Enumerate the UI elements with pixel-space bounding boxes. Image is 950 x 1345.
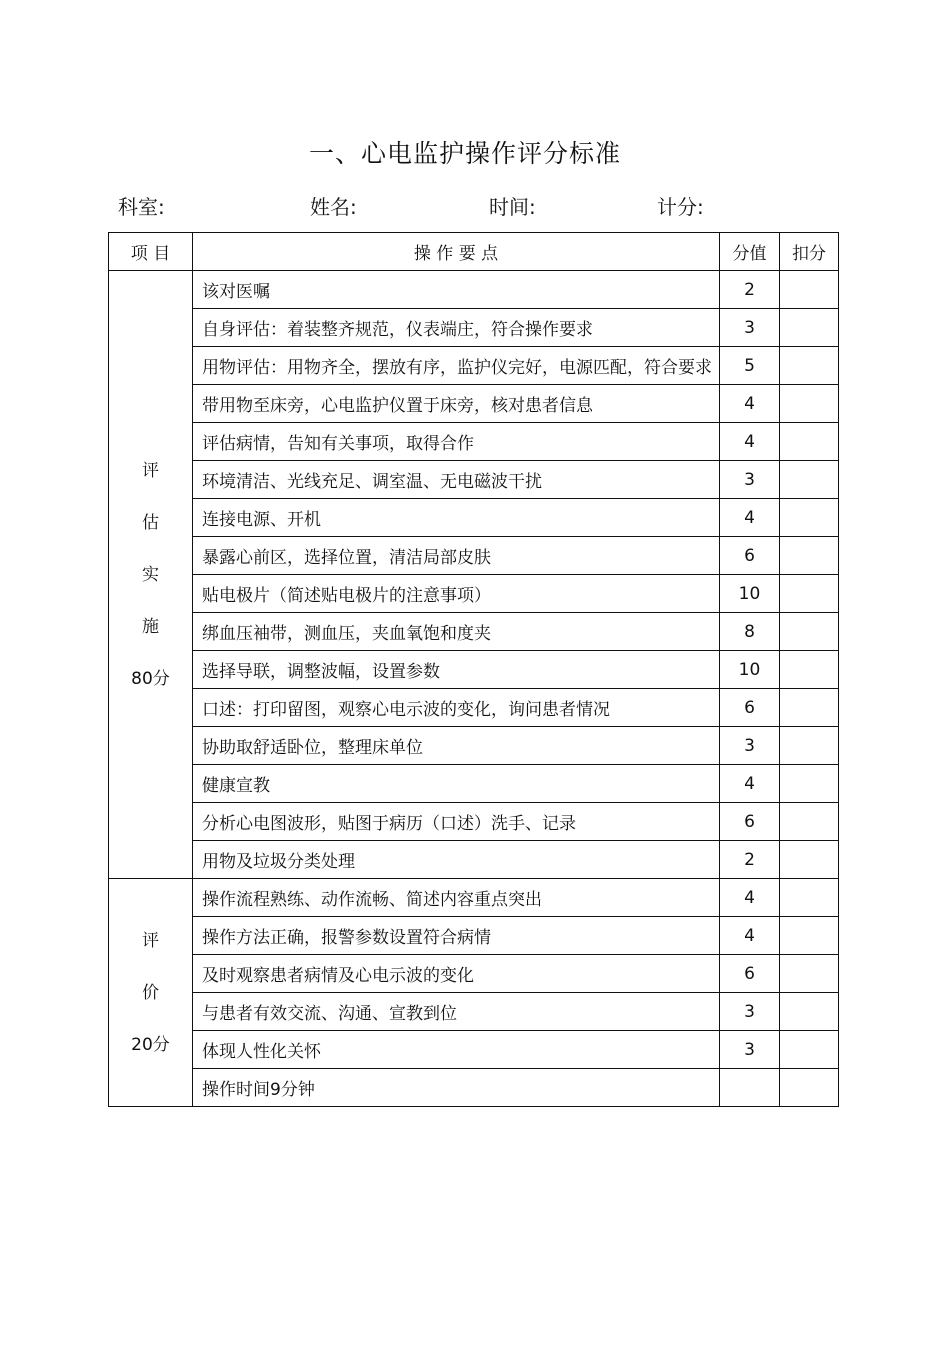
score-value-cell: 2 [720, 841, 780, 879]
operation-point-cell: 自身评估：着装整齐规范，仪表端庄，符合操作要求 [193, 309, 720, 347]
score-value-cell: 2 [720, 271, 780, 309]
header-points: 操 作 要 点 [193, 233, 720, 271]
section-label-char: 评 [142, 460, 159, 481]
time-label: 时间: [489, 195, 536, 219]
deduction-input-cell[interactable] [780, 271, 839, 309]
score-value-cell: 4 [720, 917, 780, 955]
operation-point-cell: 用物及垃圾分类处理 [193, 841, 720, 879]
score-value-cell: 3 [720, 461, 780, 499]
score-value-cell: 5 [720, 347, 780, 385]
operation-point-cell: 贴电极片（简述贴电极片的注意事项） [193, 575, 720, 613]
score-value-cell [720, 1069, 780, 1107]
deduction-input-cell[interactable] [780, 689, 839, 727]
operation-point-cell: 体现人性化关怀 [193, 1031, 720, 1069]
score-value-cell: 3 [720, 993, 780, 1031]
deduction-input-cell[interactable] [780, 423, 839, 461]
deduction-input-cell[interactable] [780, 499, 839, 537]
scoring-table [108, 232, 839, 1107]
deduction-input-cell[interactable] [780, 461, 839, 499]
operation-point-cell: 操作时间9分钟 [193, 1069, 720, 1107]
operation-point-cell: 协助取舒适卧位，整理床单位 [193, 727, 720, 765]
operation-point-cell: 操作流程熟练、动作流畅、简述内容重点突出 [193, 879, 720, 917]
header-value: 分值 [720, 233, 780, 271]
section-label-char: 20分 [131, 1034, 170, 1055]
operation-point-cell: 健康宣教 [193, 765, 720, 803]
table-row [109, 537, 839, 575]
operation-point-cell: 选择导联，调整波幅，设置参数 [193, 651, 720, 689]
page-title: 一、心电监护操作评分标准 [308, 139, 621, 168]
table-row [109, 461, 839, 499]
deduction-input-cell[interactable] [780, 651, 839, 689]
table-header-row [109, 233, 839, 271]
table-body [109, 271, 839, 1107]
section-label-char: 估 [142, 512, 159, 533]
section-label-char: 实 [142, 564, 159, 585]
score-value-cell: 6 [720, 803, 780, 841]
section-label-char: 80分 [131, 668, 170, 689]
deduction-input-cell[interactable] [780, 1069, 839, 1107]
operation-point-cell: 及时观察患者病情及心电示波的变化 [193, 955, 720, 993]
table-row [109, 613, 839, 651]
deduction-input-cell[interactable] [780, 765, 839, 803]
score-value-cell: 4 [720, 499, 780, 537]
section-label-char: 施 [142, 616, 159, 637]
operation-point-cell: 与患者有效交流、沟通、宣教到位 [193, 993, 720, 1031]
section-label-cell [109, 271, 193, 879]
table-row [109, 689, 839, 727]
table-row [109, 955, 839, 993]
table-row [109, 309, 839, 347]
deduction-input-cell[interactable] [780, 993, 839, 1031]
deduction-input-cell[interactable] [780, 575, 839, 613]
score-value-cell: 4 [720, 765, 780, 803]
deduction-input-cell[interactable] [780, 803, 839, 841]
table-row [109, 423, 839, 461]
score-value-cell: 4 [720, 879, 780, 917]
deduction-input-cell[interactable] [780, 613, 839, 651]
header-item: 项 目 [109, 233, 193, 271]
operation-point-cell: 口述：打印留图，观察心电示波的变化，询问患者情况 [193, 689, 720, 727]
deduction-input-cell[interactable] [780, 917, 839, 955]
table-row [109, 727, 839, 765]
score-value-cell: 3 [720, 309, 780, 347]
table-row [109, 841, 839, 879]
operation-point-cell: 该对医嘱 [193, 271, 720, 309]
operation-point-cell: 操作方法正确，报警参数设置符合病情 [193, 917, 720, 955]
name-label: 姓名: [310, 195, 357, 219]
score-value-cell: 10 [720, 651, 780, 689]
table-row [109, 575, 839, 613]
table-row [109, 651, 839, 689]
score-value-cell: 8 [720, 613, 780, 651]
table-row [109, 993, 839, 1031]
section-label-char: 价 [142, 982, 159, 1003]
table-row [109, 917, 839, 955]
operation-point-cell: 暴露心前区，选择位置，清洁局部皮肤 [193, 537, 720, 575]
deduction-input-cell[interactable] [780, 727, 839, 765]
table-row [109, 803, 839, 841]
score-value-cell: 6 [720, 955, 780, 993]
operation-point-cell: 连接电源、开机 [193, 499, 720, 537]
section-label-char: 评 [142, 930, 159, 951]
score-value-cell: 3 [720, 727, 780, 765]
deduction-input-cell[interactable] [780, 955, 839, 993]
operation-point-cell: 用物评估：用物齐全，摆放有序，监护仪完好，电源匹配，符合要求 [193, 347, 720, 385]
deduction-input-cell[interactable] [780, 841, 839, 879]
score-value-cell: 6 [720, 689, 780, 727]
score-label: 计分: [657, 195, 704, 219]
header-deduct: 扣分 [780, 233, 839, 271]
deduction-input-cell[interactable] [780, 385, 839, 423]
table-row [109, 271, 839, 309]
operation-point-cell: 分析心电图波形，贴图于病历（口述）洗手、记录 [193, 803, 720, 841]
operation-point-cell: 环境清洁、光线充足、调室温、无电磁波干扰 [193, 461, 720, 499]
table-row [109, 879, 839, 917]
table-row [109, 1069, 839, 1107]
operation-point-cell: 评估病情，告知有关事项，取得合作 [193, 423, 720, 461]
deduction-input-cell[interactable] [780, 879, 839, 917]
department-label: 科室: [118, 195, 165, 219]
operation-point-cell: 绑血压袖带，测血压，夹血氧饱和度夹 [193, 613, 720, 651]
score-value-cell: 3 [720, 1031, 780, 1069]
operation-point-cell: 带用物至床旁，心电监护仪置于床旁，核对患者信息 [193, 385, 720, 423]
score-value-cell: 6 [720, 537, 780, 575]
score-value-cell: 4 [720, 385, 780, 423]
deduction-input-cell[interactable] [780, 1031, 839, 1069]
score-value-cell: 10 [720, 575, 780, 613]
table-row [109, 347, 839, 385]
deduction-input-cell[interactable] [780, 309, 839, 347]
section-label-cell [109, 879, 193, 1107]
table-row [109, 765, 839, 803]
table-row [109, 385, 839, 423]
deduction-input-cell[interactable] [780, 347, 839, 385]
table-row [109, 499, 839, 537]
deduction-input-cell[interactable] [780, 537, 839, 575]
score-value-cell: 4 [720, 423, 780, 461]
table-row [109, 1031, 839, 1069]
